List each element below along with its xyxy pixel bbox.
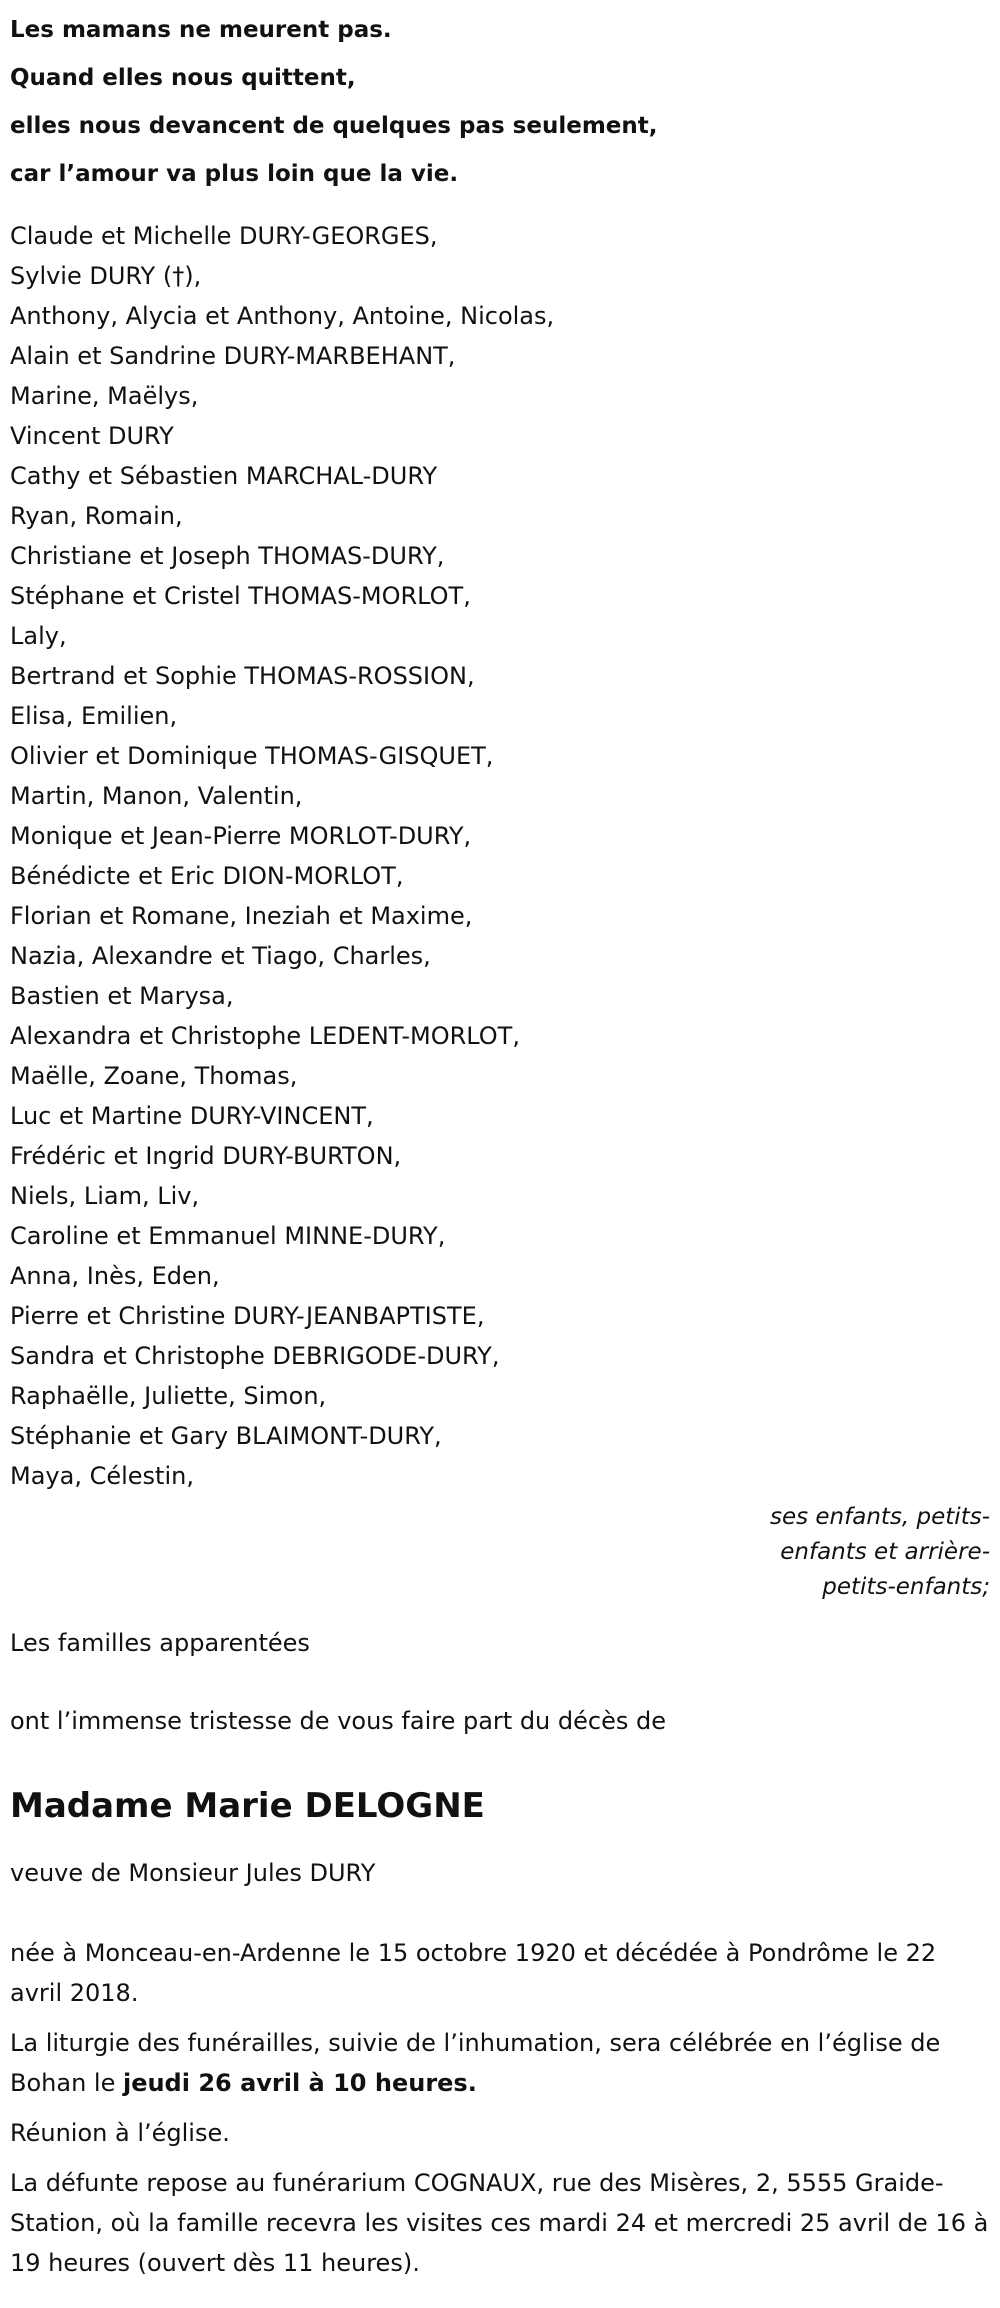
poem-line-3: elles nous devancent de quelques pas seulement, [10,113,658,139]
related-families: Les familles apparentées [10,1629,310,1657]
signature-line-2: enfants et arrière- [780,1539,990,1565]
reunion-info: Réunion à l’église. [10,2119,230,2147]
family-line: Marine, Maëlys, [10,382,199,410]
family-line: Claude et Michelle DURY-GEORGES, [10,222,438,250]
family-line: Martin, Manon, Valentin, [10,782,303,810]
poem-line-1: Les mamans ne meurent pas. [10,17,392,43]
family-line: Raphaëlle, Juliette, Simon, [10,1382,327,1410]
obituary-notice [10,0,990,2283]
family-line: Vincent DURY [10,422,174,450]
poem [10,6,990,198]
announcement: ont l’immense tristesse de vous faire part du décès de [10,1707,666,1735]
family-line: Anna, Inès, Eden, [10,1262,220,1290]
family-line: Bénédicte et Eric DION-MORLOT, [10,862,404,890]
family-list [10,216,990,1496]
family-line: Florian et Romane, Ineziah et Maxime, [10,902,473,930]
family-line: Anthony, Alycia et Anthony, Antoine, Nicolas, [10,302,555,330]
signature-line-1: ses enfants, petits- [769,1504,990,1530]
family-line: Laly, [10,622,67,650]
liturgy-date: jeudi 26 avril à 10 heures. [122,2069,477,2097]
family-signature [10,1500,990,1605]
poem-line-4: car l’amour va plus loin que la vie. [10,161,459,187]
family-line: Alexandra et Christophe LEDENT-MORLOT, [10,1022,520,1050]
family-line: Luc et Martine DURY-VINCENT, [10,1102,374,1130]
liturgy-info [10,2023,990,2103]
family-line: Stéphanie et Gary BLAIMONT-DURY, [10,1422,442,1450]
family-line: Frédéric et Ingrid DURY-BURTON, [10,1142,402,1170]
family-line: Christiane et Joseph THOMAS-DURY, [10,542,445,570]
signature-line-3: petits-enfants; [822,1574,990,1600]
widow-of: veuve de Monsieur Jules DURY [10,1859,376,1887]
funeral-home-info: La défunte repose au funérarium COGNAUX, rue des Misères, 2, 5555 Graide-Station, où la famille recevra les visites ces mardi 24 et mercredi 25 avril de 16 à 19 heures (ouvert dès 11 heures). [10,2169,989,2277]
family-line: Bertrand et Sophie THOMAS-ROSSION, [10,662,475,690]
birth-death-info: née à Monceau-en-Ardenne le 15 octobre 1920 et décédée à Pondrôme le 22 avril 2018. [10,1939,937,2007]
family-line: Cathy et Sébastien MARCHAL-DURY [10,462,438,490]
family-line: Pierre et Christine DURY-JEANBAPTISTE, [10,1302,485,1330]
family-line: Monique et Jean-Pierre MORLOT-DURY, [10,822,472,850]
family-line: Nazia, Alexandre et Tiago, Charles, [10,942,431,970]
family-line: Stéphane et Cristel THOMAS-MORLOT, [10,582,471,610]
liturgy-text: La liturgie des funérailles, suivie de l’inhumation, sera célébrée en l’église de Bohan le [10,2029,941,2097]
family-line: Maya, Célestin, [10,1462,194,1490]
family-line: Olivier et Dominique THOMAS-GISQUET, [10,742,494,770]
family-line: Ryan, Romain, [10,502,183,530]
family-line: Alain et Sandrine DURY-MARBEHANT, [10,342,456,370]
family-line: Maëlle, Zoane, Thomas, [10,1062,298,1090]
family-line: Niels, Liam, Liv, [10,1182,200,1210]
family-line: Sylvie DURY (†), [10,262,202,290]
family-line: Bastien et Marysa, [10,982,234,1010]
poem-line-2: Quand elles nous quittent, [10,65,356,91]
deceased-name: Madame Marie DELOGNE [10,1786,485,1826]
family-line: Sandra et Christophe DEBRIGODE-DURY, [10,1342,500,1370]
family-line: Caroline et Emmanuel MINNE-DURY, [10,1222,446,1250]
family-line: Elisa, Emilien, [10,702,178,730]
